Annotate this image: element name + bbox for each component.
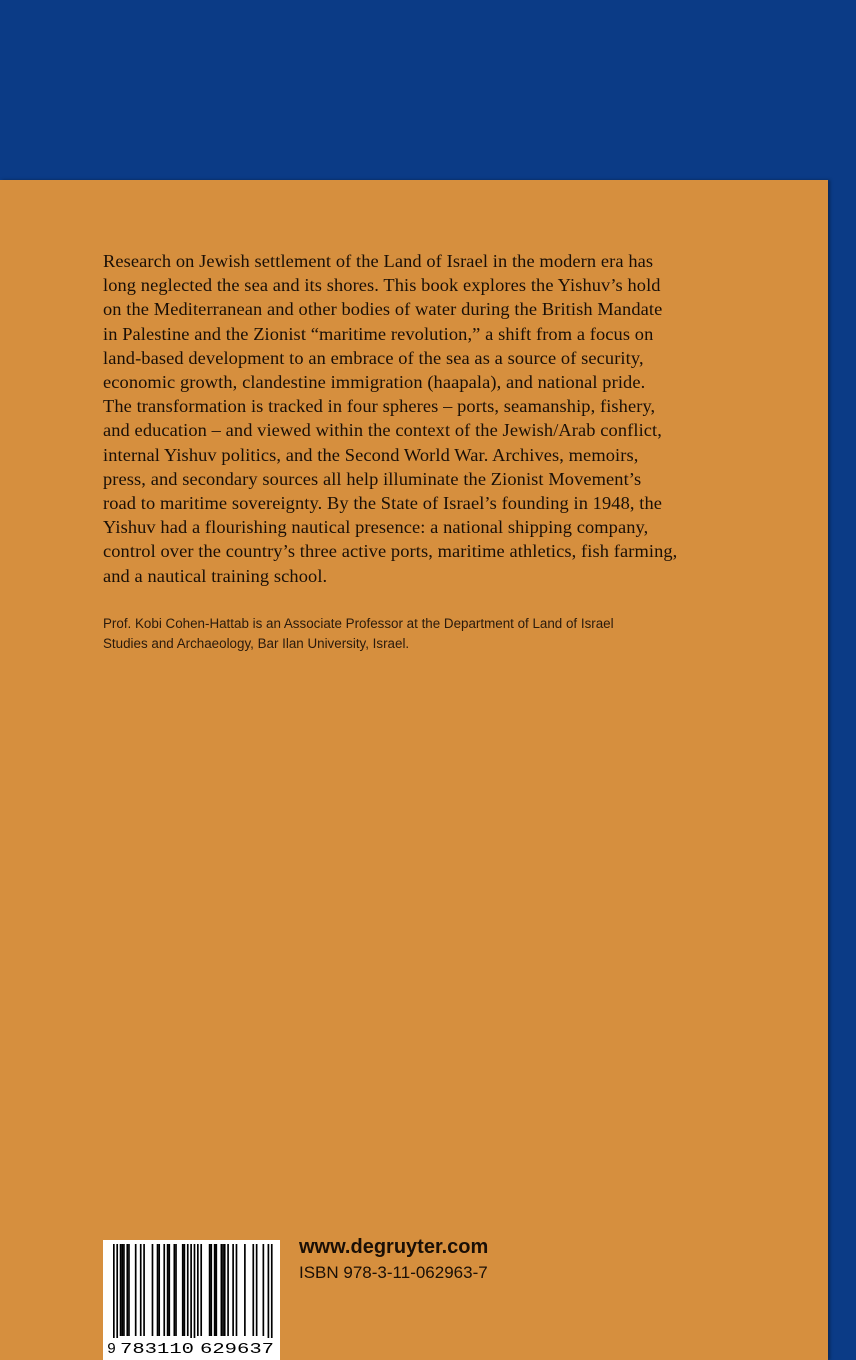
- barcode-bar: [209, 1244, 211, 1336]
- description-line: press, and secondary sources all help illuminate the Zionist Movement’s: [103, 468, 642, 489]
- barcode-bar: [271, 1244, 273, 1338]
- barcode-bar: [252, 1244, 254, 1336]
- barcode-bar: [197, 1244, 199, 1336]
- barcode-bar: [113, 1244, 115, 1338]
- barcode-digits-right: 629637: [200, 1341, 274, 1358]
- publisher-website: www.degruyter.com: [299, 1236, 489, 1258]
- description-line: internal Yishuv politics, and the Second World War. Archives, memoirs,: [103, 444, 639, 465]
- description-line: land-based development to an embrace of the sea as a source of security,: [103, 347, 644, 368]
- barcode-bar: [222, 1244, 224, 1336]
- barcode-bar: [256, 1244, 258, 1336]
- barcode-bar: [236, 1244, 238, 1336]
- isbn-barcode: [103, 1240, 280, 1360]
- barcode-bar: [244, 1244, 246, 1336]
- barcode-bar: [187, 1244, 189, 1336]
- barcode-bar: [157, 1244, 159, 1336]
- barcode-bar: [215, 1244, 217, 1336]
- author-bio-line: Prof. Kobi Cohen-Hattab is an Associate Professor at the Department of Land of Israel: [103, 616, 614, 631]
- barcode-bar: [175, 1244, 177, 1336]
- barcode-bar: [268, 1244, 270, 1338]
- description-line: in Palestine and the Zionist “maritime revolution,” a shift from a focus on: [103, 323, 654, 344]
- barcode-bar: [168, 1244, 170, 1336]
- barcode-bar: [120, 1244, 122, 1336]
- barcode-bar: [263, 1244, 265, 1336]
- barcode-bar: [224, 1244, 226, 1336]
- barcode-bar: [163, 1244, 165, 1336]
- barcode-bar: [214, 1244, 216, 1336]
- barcode-bar: [184, 1244, 186, 1336]
- barcode-bar: [221, 1244, 223, 1336]
- barcode-digits-left: 783110: [120, 1341, 194, 1358]
- barcode-bar: [210, 1244, 212, 1336]
- description-line: long neglected the sea and its shores. This book explores the Yishuv’s hold: [103, 275, 661, 296]
- description-line: The transformation is tracked in four spheres – ports, seamanship, fishery,: [103, 396, 656, 417]
- barcode-bar: [116, 1244, 118, 1338]
- barcode-bar: [190, 1244, 192, 1338]
- isbn-number: ISBN 978-3-11-062963-7: [299, 1263, 488, 1282]
- barcode-bar: [126, 1244, 128, 1336]
- barcode-bar: [232, 1244, 234, 1336]
- barcode-bar: [121, 1244, 123, 1336]
- barcode-bar: [227, 1244, 229, 1336]
- barcode-bar: [123, 1244, 125, 1336]
- barcode-bar: [173, 1244, 175, 1336]
- author-bio: [103, 614, 743, 653]
- description-line: Research on Jewish settlement of the Land of Israel in the modern era has: [103, 251, 654, 271]
- barcode-bar: [182, 1244, 184, 1336]
- barcode-bar: [152, 1244, 154, 1336]
- description-line: and education – and viewed within the context of the Jewish/Arab conflict,: [103, 420, 662, 441]
- barcode-bar: [194, 1244, 196, 1338]
- description-line: and a nautical training school.: [103, 565, 328, 586]
- description-line: on the Mediterranean and other bodies of water during the British Mandate: [103, 299, 663, 320]
- barcode-graphic: [103, 1240, 280, 1360]
- description-line: economic growth, clandestine immigration (haapala), and national pride.: [103, 372, 646, 393]
- barcode-bar: [140, 1244, 142, 1336]
- description-line: Yishuv had a flourishing nautical presence: a national shipping company,: [103, 517, 649, 538]
- barcode-digit-prefix: 9: [107, 1341, 117, 1358]
- description-line: control over the country’s three active ports, maritime athletics, fish farming,: [103, 541, 678, 562]
- book-description: [103, 249, 763, 588]
- author-bio-line: Studies and Archaeology, Bar Ilan University, Israel.: [103, 635, 410, 651]
- barcode-bar: [135, 1244, 137, 1336]
- description-line: road to maritime sovereignty. By the State of Israel’s founding in 1948, the: [103, 493, 663, 514]
- barcode-bar: [143, 1244, 145, 1336]
- barcode-bar: [158, 1244, 160, 1336]
- barcode-bar: [200, 1244, 202, 1336]
- barcode-bar: [167, 1244, 169, 1336]
- barcode-bar: [128, 1244, 130, 1336]
